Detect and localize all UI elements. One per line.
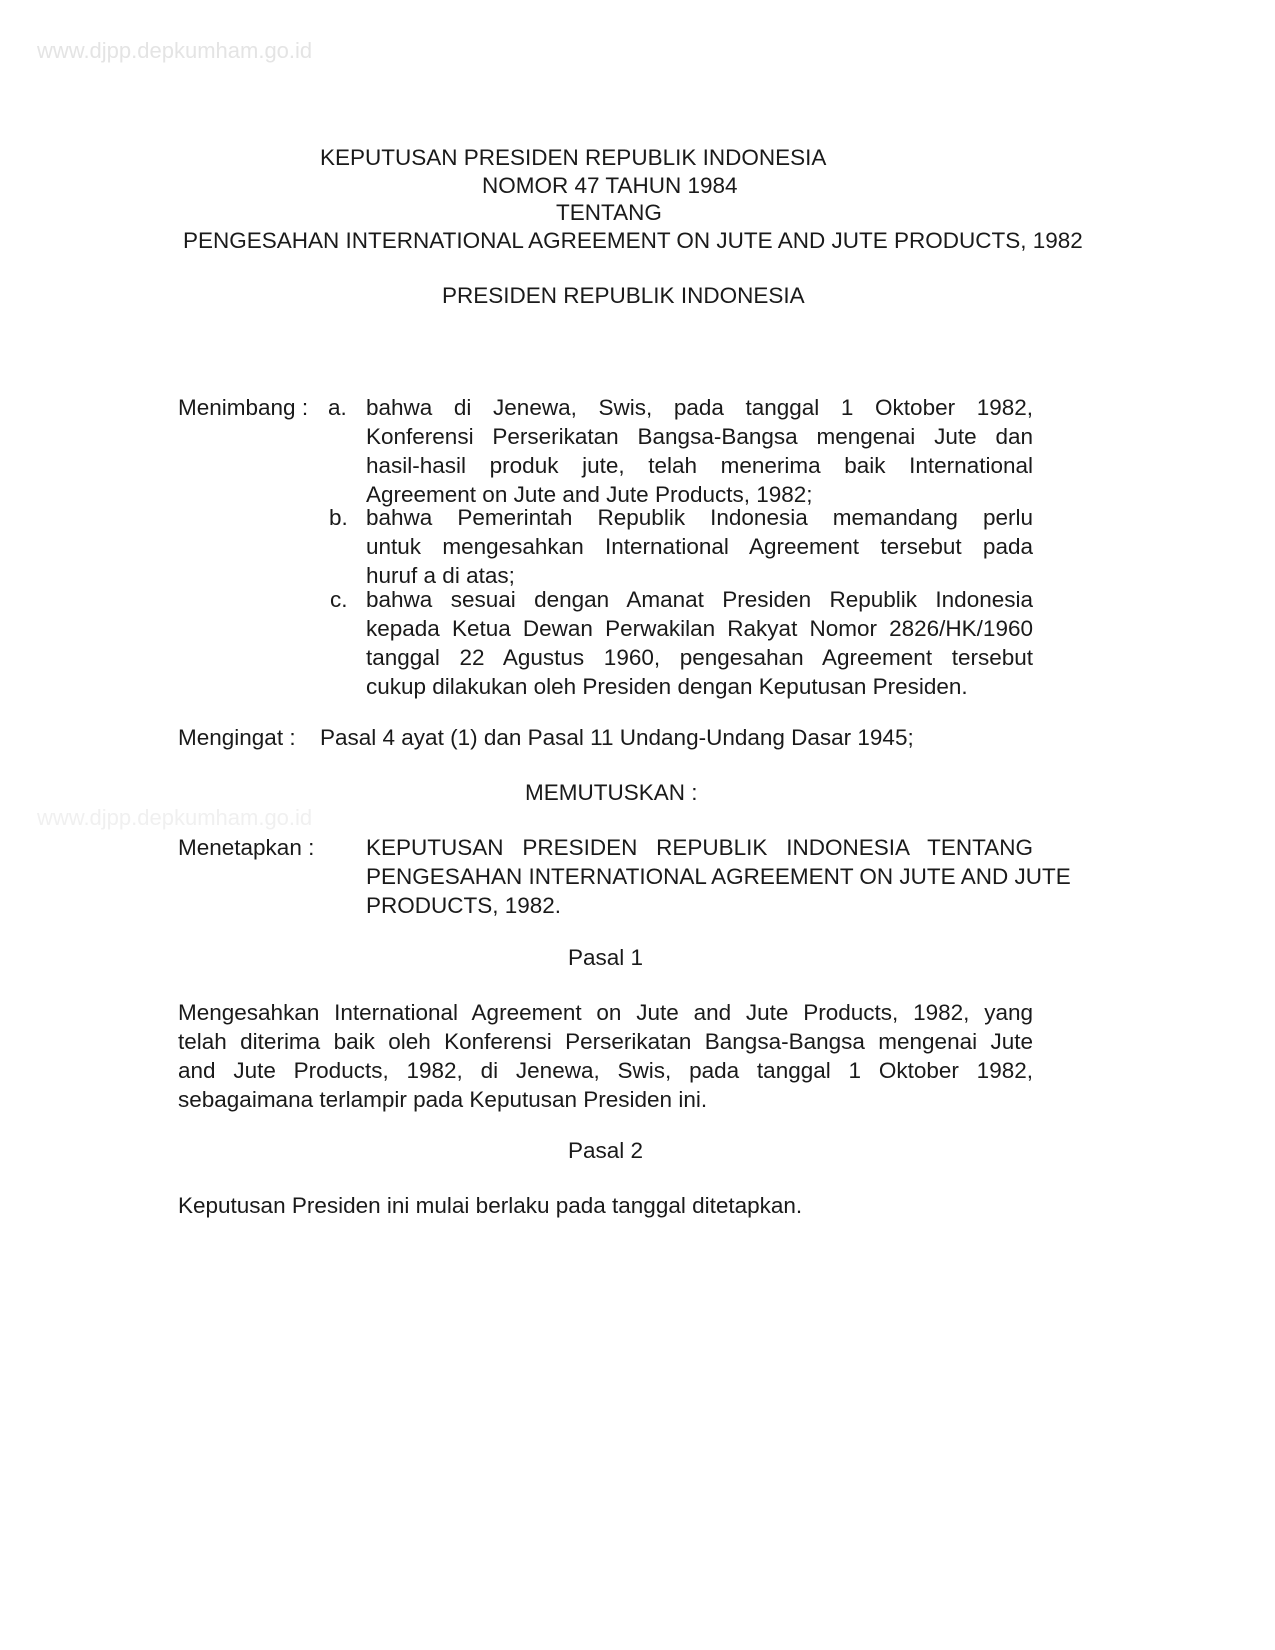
header-tentang: TENTANG <box>556 200 662 225</box>
menimbang-item-c <box>366 585 1033 701</box>
memutuskan-heading: MEMUTUSKAN : <box>525 780 698 805</box>
pasal1-line: sebagaimana terlampir pada Keputusan Presiden ini. <box>178 1087 708 1112</box>
menimbang-a-line: Agreement on Jute and Jute Products, 1982; <box>366 482 813 507</box>
header-subject: PENGESAHAN INTERNATIONAL AGREEMENT ON JUTE AND JUTE PRODUCTS, 1982 <box>183 228 1083 253</box>
menetapkan-text <box>366 833 1071 920</box>
menimbang-c-line: cukup dilakukan oleh Presiden dengan Keputusan Presiden. <box>366 674 968 699</box>
mengingat-label: Mengingat : <box>178 725 296 750</box>
menetapkan-line: PRODUCTS, 1982. <box>366 893 562 918</box>
watermark-middle: www.djpp.depkumham.go.id <box>37 805 313 830</box>
menimbang-b-line: untuk mengesahkan International Agreement tersebut pada <box>366 534 1033 559</box>
mengingat-text: Pasal 4 ayat (1) dan Pasal 11 Undang-Undang Dasar 1945; <box>320 725 914 750</box>
watermark-top: www.djpp.depkumham.go.id <box>37 38 313 63</box>
menimbang-c-line: bahwa sesuai dengan Amanat Presiden Republik Indonesia <box>366 587 1033 612</box>
menimbang-letter-b: b. <box>329 505 348 530</box>
menimbang-label: Menimbang : <box>178 395 309 420</box>
header-number: NOMOR 47 TAHUN 1984 <box>482 173 738 198</box>
menimbang-b-line: bahwa Pemerintah Republik Indonesia memandang perlu <box>366 505 1033 530</box>
pasal1-heading: Pasal 1 <box>568 945 644 970</box>
menimbang-c-line: kepada Ketua Dewan Perwakilan Rakyat Nomor 2826/HK/1960 <box>366 616 1033 641</box>
menimbang-a-line: bahwa di Jenewa, Swis, pada tanggal 1 Oktober 1982, <box>366 395 1033 420</box>
menimbang-item-b <box>366 503 1033 590</box>
menimbang-b-line: huruf a di atas; <box>366 563 515 588</box>
header-title: KEPUTUSAN PRESIDEN REPUBLIK INDONESIA <box>320 145 827 170</box>
pasal1-text <box>178 998 1033 1114</box>
menetapkan-line: KEPUTUSAN PRESIDEN REPUBLIK INDONESIA TENTANG <box>366 835 1033 860</box>
pasal2-text: Keputusan Presiden ini mulai berlaku pada tanggal ditetapkan. <box>178 1193 803 1218</box>
menetapkan-line: PENGESAHAN INTERNATIONAL AGREEMENT ON JUTE AND JUTE <box>366 864 1071 889</box>
header-president: PRESIDEN REPUBLIK INDONESIA <box>442 283 805 308</box>
menimbang-item-a <box>366 393 1033 509</box>
menimbang-letter-c: c. <box>330 587 348 612</box>
menimbang-a-line: Konferensi Perserikatan Bangsa-Bangsa mengenai Jute dan <box>366 424 1033 449</box>
pasal1-line: Mengesahkan International Agreement on Jute and Jute Products, 1982, yang <box>178 1000 1033 1025</box>
pasal1-line: telah diterima baik oleh Konferensi Perserikatan Bangsa-Bangsa mengenai Jute <box>178 1029 1033 1054</box>
menimbang-letter-a: a. <box>328 395 347 420</box>
pasal2-heading: Pasal 2 <box>568 1138 644 1163</box>
pasal1-line: and Jute Products, 1982, di Jenewa, Swis, pada tanggal 1 Oktober 1982, <box>178 1058 1033 1083</box>
menetapkan-label: Menetapkan : <box>178 835 315 860</box>
menimbang-a-line: hasil-hasil produk jute, telah menerima baik International <box>366 453 1033 478</box>
menimbang-c-line: tanggal 22 Agustus 1960, pengesahan Agreement tersebut <box>366 645 1033 670</box>
